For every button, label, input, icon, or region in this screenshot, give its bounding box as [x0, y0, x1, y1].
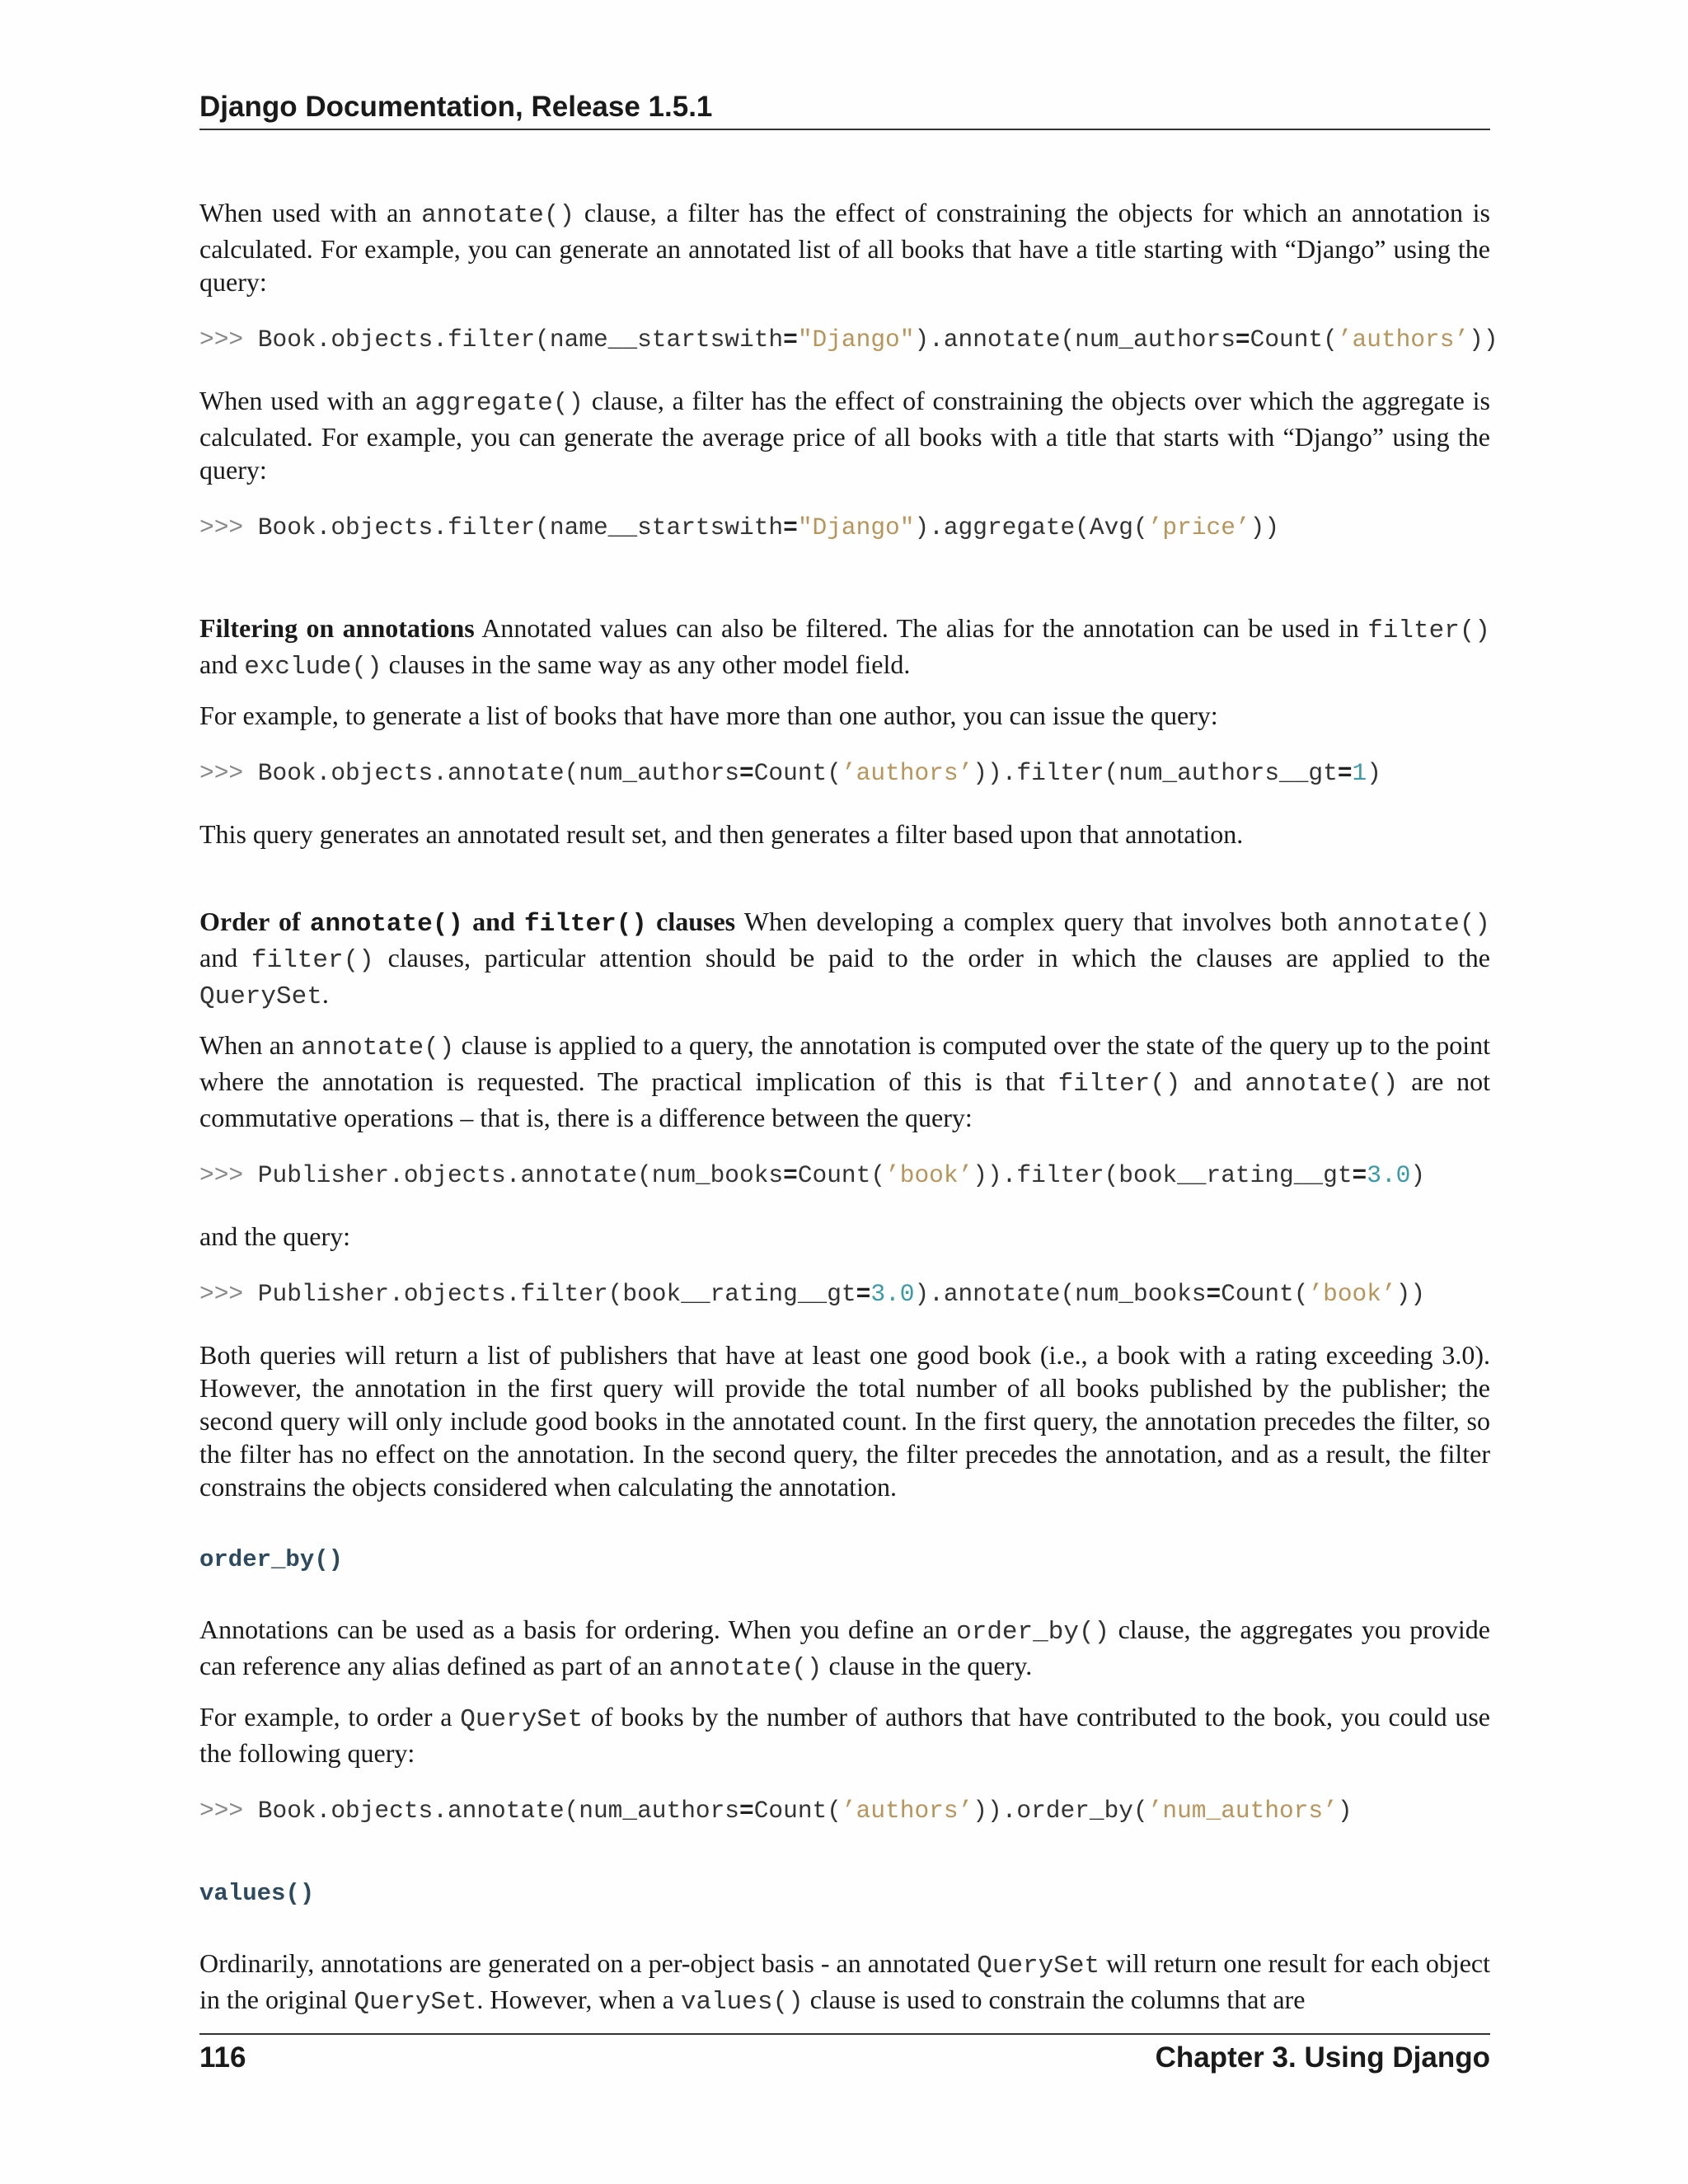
- paragraph: and the query:: [199, 1221, 351, 1251]
- paragraph: This query generates an annotated result set, and then generates a filter based upon that annotation.: [199, 819, 1244, 849]
- running-footer: [199, 2033, 1490, 2074]
- paragraph: When used with an aggregate() clause, a filter has the effect of constraining the objects over which the aggregate is calculated. For example, you can generate the average price of all books with a title that starts with “Django” using the query:: [199, 386, 1490, 485]
- code-block: >>> Book.objects.annotate(num_authors=Count(’authors’)).filter(num_authors__gt=1): [199, 759, 1381, 787]
- paragraph-filtering-annotations: Filtering on annotations Annotated values can also be filtered. The alias for the annotation can be used in filter() and exclude() clauses in the same way as any other model field.: [199, 613, 1491, 682]
- paragraph: For example, to generate a list of books that have more than one author, you can issue the query:: [199, 701, 1218, 730]
- inline-code: exclude(): [244, 653, 382, 682]
- inline-code: aggregate(): [415, 389, 584, 418]
- page-body: [199, 196, 1498, 2034]
- code-block: >>> Publisher.objects.annotate(num_books=Count(’book’)).filter(book__rating__gt=3.0): [199, 1161, 1426, 1189]
- paragraph: Both queries will return a list of publishers that have at least one good book (i.e., a book with a rating exceeding 3.0). However, the annotation in the first query will provide the total number of all books published by the publisher; the second query will only include good books in the annotated count. In the first query, the annotation precedes the filter, so the filter has no effect on the annotation. In the second query, the filter precedes the annotation, and as a result, the filter constrains the objects considered when calculating the annotation.: [199, 1340, 1490, 1502]
- paragraph: When used with an annotate() clause, a filter has the effect of constraining the objects for which an annotation is calculated. For example, you can generate an annotated list of all books that have a title starting with “Django” using the query:: [199, 198, 1491, 297]
- inline-code: QuerySet: [199, 982, 322, 1011]
- header-title: Django Documentation, Release 1.5.1: [199, 91, 713, 123]
- section-heading-order-by: order_by(): [199, 1546, 344, 1573]
- inline-code: order_by(): [956, 1618, 1110, 1647]
- document-page: [199, 0, 1498, 2184]
- running-header: [199, 91, 1490, 130]
- inline-code: filter(): [1057, 1070, 1181, 1099]
- section-heading-values: values(): [199, 1880, 315, 1907]
- inline-code: annotate(): [301, 1033, 455, 1062]
- code-block: >>> Book.objects.filter(name__startswith="Django").annotate(num_authors=Count(’authors’)): [199, 326, 1498, 354]
- inline-code: QuerySet: [460, 1705, 584, 1734]
- paragraph-order-clauses: Order of annotate() and filter() clauses When developing a complex query that involves both annotate() and filter() clauses, particular attention should be paid to the order in which the clauses are applied to the QuerySet.: [199, 907, 1491, 1011]
- inline-code: annotate(): [1245, 1070, 1399, 1099]
- paragraph: When an annotate() clause is applied to a query, the annotation is computed over the state of the query up to the point where the annotation is requested. The practical implication of this is that filter() and annotate() are not commutative operations – that is, there is a difference between the query:: [199, 1030, 1491, 1132]
- code-block: >>> Book.objects.annotate(num_authors=Count(’authors’)).order_by(’num_authors’): [199, 1797, 1353, 1825]
- inline-code: annotate(): [421, 201, 575, 230]
- inline-code: QuerySet: [977, 1952, 1100, 1980]
- inline-code: annotate(): [668, 1654, 823, 1683]
- page-number: 116: [199, 2041, 246, 2074]
- paragraph: Annotations can be used as a basis for ordering. When you define an order_by() clause, the aggregates you provide can reference any alias defined as part of an annotate() clause in the query.: [199, 1615, 1491, 1683]
- chapter-title: Chapter 3. Using Django: [1155, 2041, 1490, 2074]
- inline-code: annotate(): [1337, 910, 1491, 939]
- paragraph: Ordinarily, annotations are generated on a per-object basis - an annotated QuerySet will return one result for each object in the original QuerySet. However, when a values() clause is used to constrain the columns that are: [199, 1948, 1491, 2017]
- runin-heading: Order of annotate() and filter() clauses: [199, 907, 736, 939]
- inline-code: filter(): [1367, 616, 1491, 645]
- code-block: >>> Book.objects.filter(name__startswith="Django").aggregate(Avg(’price’)): [199, 513, 1280, 541]
- inline-code: filter(): [251, 946, 374, 975]
- paragraph: For example, to order a QuerySet of books by the number of authors that have contributed to the book, you could use the following query:: [199, 1702, 1491, 1768]
- inline-code: QuerySet: [354, 1988, 477, 2017]
- inline-code: values(): [680, 1988, 804, 2017]
- code-block: >>> Publisher.objects.filter(book__rating__gt=3.0).annotate(num_books=Count(’book’)): [199, 1280, 1426, 1308]
- runin-heading: Filtering on annotations: [199, 613, 475, 643]
